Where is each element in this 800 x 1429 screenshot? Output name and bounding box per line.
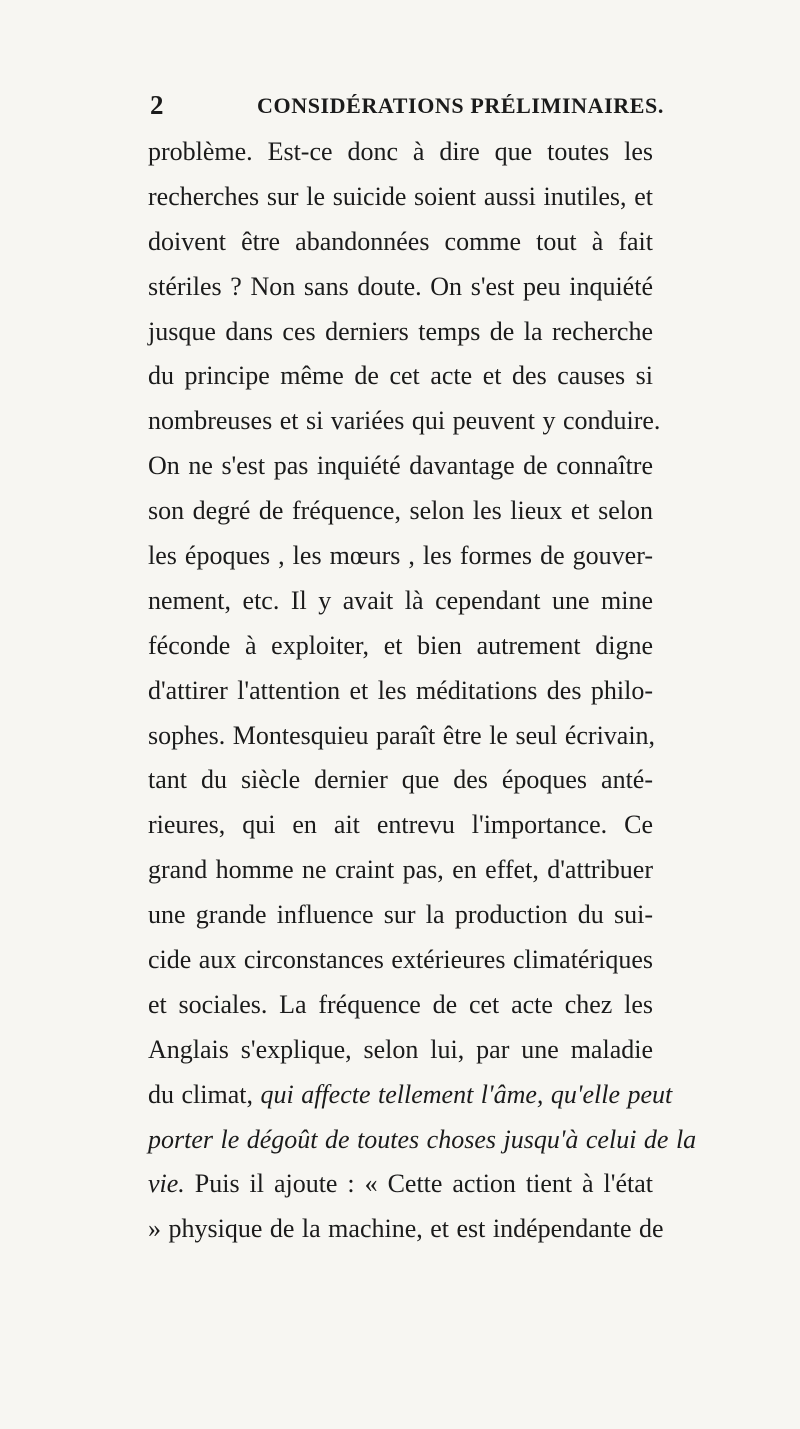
text-line: féconde à exploiter, et bien autrement digne	[148, 630, 653, 660]
text-line: stériles ? Non sans doute. On s'est peu inquiété	[148, 271, 653, 301]
running-header	[150, 88, 664, 122]
body-text	[148, 130, 697, 1252]
text-line: du principe même de cet acte et des causes si	[148, 361, 653, 391]
text-line: les époques , les mœurs , les formes de gouver-	[148, 541, 653, 571]
italic-quote: porter le dégoût de toutes choses jusqu'à celui de la	[148, 1124, 697, 1154]
text-line: Anglais s'explique, selon lui, par une maladie	[148, 1034, 653, 1064]
text-line: une grande influence sur la production du sui-	[148, 900, 653, 930]
text-line: rieures, qui en ait entrevu l'importance. Ce	[148, 810, 653, 840]
text-line: son degré de fréquence, selon les lieux et selon	[148, 496, 653, 526]
text-line: jusque dans ces derniers temps de la recherche	[148, 316, 653, 346]
page-number: 2	[150, 90, 164, 120]
text-line	[148, 1073, 673, 1118]
text-line: cide aux circonstances extérieures climatériques	[148, 945, 653, 975]
text-line: d'attirer l'attention et les méditations des philo-	[148, 675, 653, 705]
text-line: recherches sur le suicide soient aussi inutiles, et	[148, 181, 653, 211]
text-line	[148, 1162, 653, 1207]
text-segment: Puis il ajoute : « Cette action tient à l'état	[184, 1169, 653, 1199]
text-line: nement, etc. Il y avait là cependant une mine	[148, 585, 653, 615]
italic-quote: qui affecte tellement l'âme, qu'elle peut	[260, 1079, 673, 1109]
text-line: nombreuses et si variées qui peuvent y conduire.	[148, 406, 661, 436]
text-line: et sociales. La fréquence de cet acte chez les	[148, 989, 653, 1019]
text-line	[148, 1118, 697, 1163]
text-line: sophes. Montesquieu paraît être le seul écrivain,	[148, 720, 656, 750]
text-line: tant du siècle dernier que des époques anté-	[148, 765, 653, 795]
running-title: CONSIDÉRATIONS PRÉLIMINAIRES.	[257, 93, 664, 118]
italic-quote: vie.	[148, 1169, 185, 1199]
text-segment: du climat,	[148, 1079, 261, 1109]
text-line: doivent être abandonnées comme tout à fait	[148, 226, 653, 256]
text-line: On ne s'est pas inquiété davantage de connaître	[148, 451, 653, 481]
text-line: » physique de la machine, et est indépendante de	[148, 1214, 664, 1244]
text-line: problème. Est-ce donc à dire que toutes les	[148, 137, 653, 166]
text-line: grand homme ne craint pas, en effet, d'attribuer	[148, 855, 653, 885]
